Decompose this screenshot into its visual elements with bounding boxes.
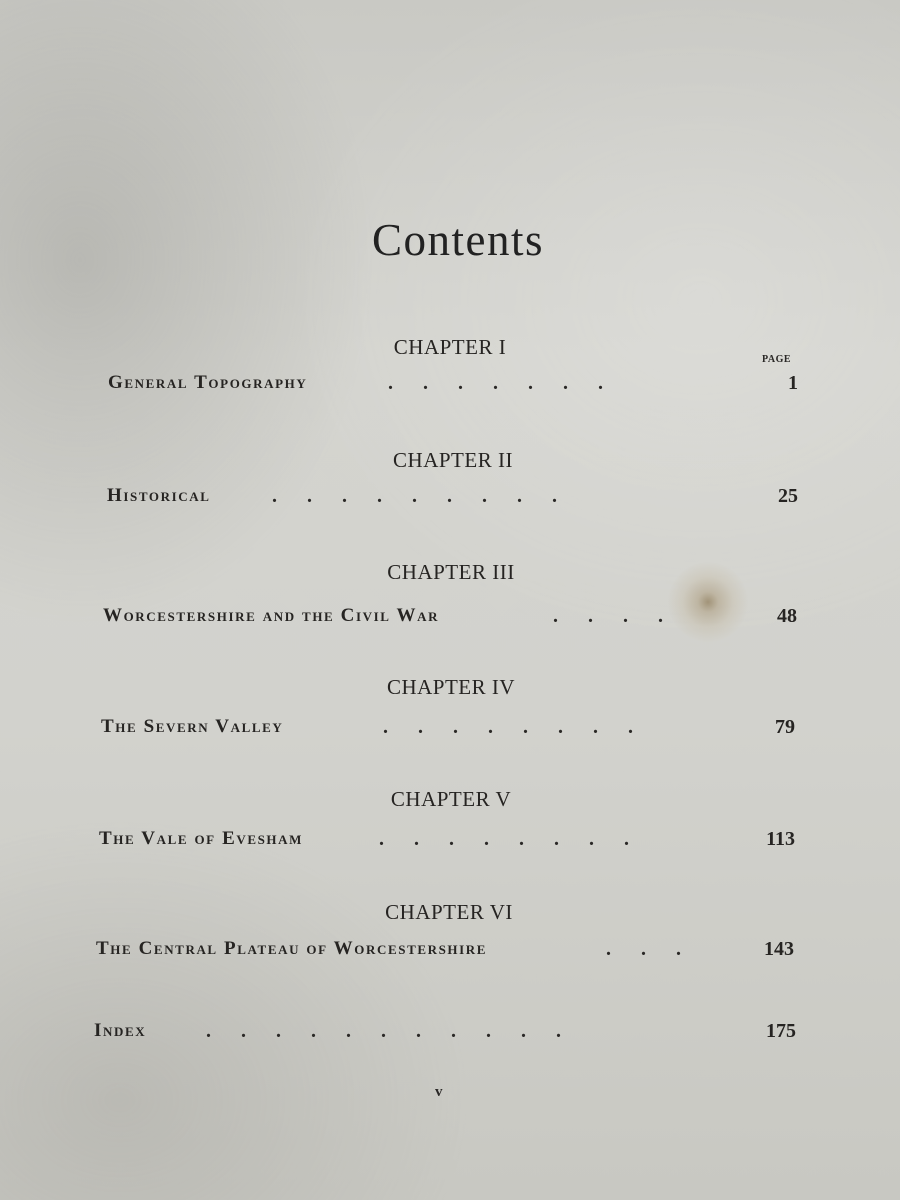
chapter-heading: CHAPTER V	[390, 787, 512, 811]
chapter-heading: CHAPTER IV	[386, 675, 516, 699]
entry-page-number: 1	[788, 372, 798, 394]
dot-leader: . . . .	[553, 605, 663, 627]
entry-page-number: 143	[764, 938, 794, 960]
entry-page-number: 79	[775, 716, 795, 738]
page-title: Contents	[371, 215, 544, 265]
toc-entry	[101, 716, 798, 746]
chapter-heading: CHAPTER VI	[385, 900, 513, 924]
toc-entry	[107, 485, 799, 515]
page-folio: v	[435, 1084, 443, 1100]
toc-entry	[99, 828, 798, 858]
dot-leader: . . . . . . .	[388, 372, 603, 394]
dot-leader: . . . . . . . .	[383, 716, 633, 738]
dot-leader: . . . . . . . .	[379, 828, 629, 850]
entry-page-number: 175	[766, 1020, 796, 1042]
entry-title: The Vale of Evesham	[99, 828, 303, 849]
toc-entry-index	[94, 1020, 796, 1050]
entry-title: Index	[94, 1020, 147, 1041]
entry-title: Worcestershire and the Civil War	[103, 605, 440, 626]
toc-entry	[108, 372, 800, 402]
toc-entry	[96, 938, 796, 968]
entry-title: General Topography	[108, 372, 308, 393]
entry-page-number: 113	[766, 828, 795, 850]
chapter-heading: CHAPTER II	[393, 448, 513, 472]
dot-leader: . . . . . . . . . . .	[206, 1020, 561, 1042]
chapter-heading: CHAPTER I	[393, 335, 507, 359]
dot-leader: . . . . . . . . .	[272, 485, 557, 507]
entry-title: Historical	[107, 485, 211, 506]
toc-entry	[103, 605, 799, 635]
entry-page-number: 25	[778, 485, 798, 507]
dot-leader: . . .	[606, 938, 681, 960]
chapter-heading: CHAPTER III	[387, 560, 515, 584]
entry-title: The Central Plateau of Worcestershire	[96, 938, 488, 959]
entry-title: The Severn Valley	[101, 716, 284, 737]
entry-page-number: 48	[777, 605, 797, 627]
page-column-label: PAGE	[762, 354, 792, 365]
